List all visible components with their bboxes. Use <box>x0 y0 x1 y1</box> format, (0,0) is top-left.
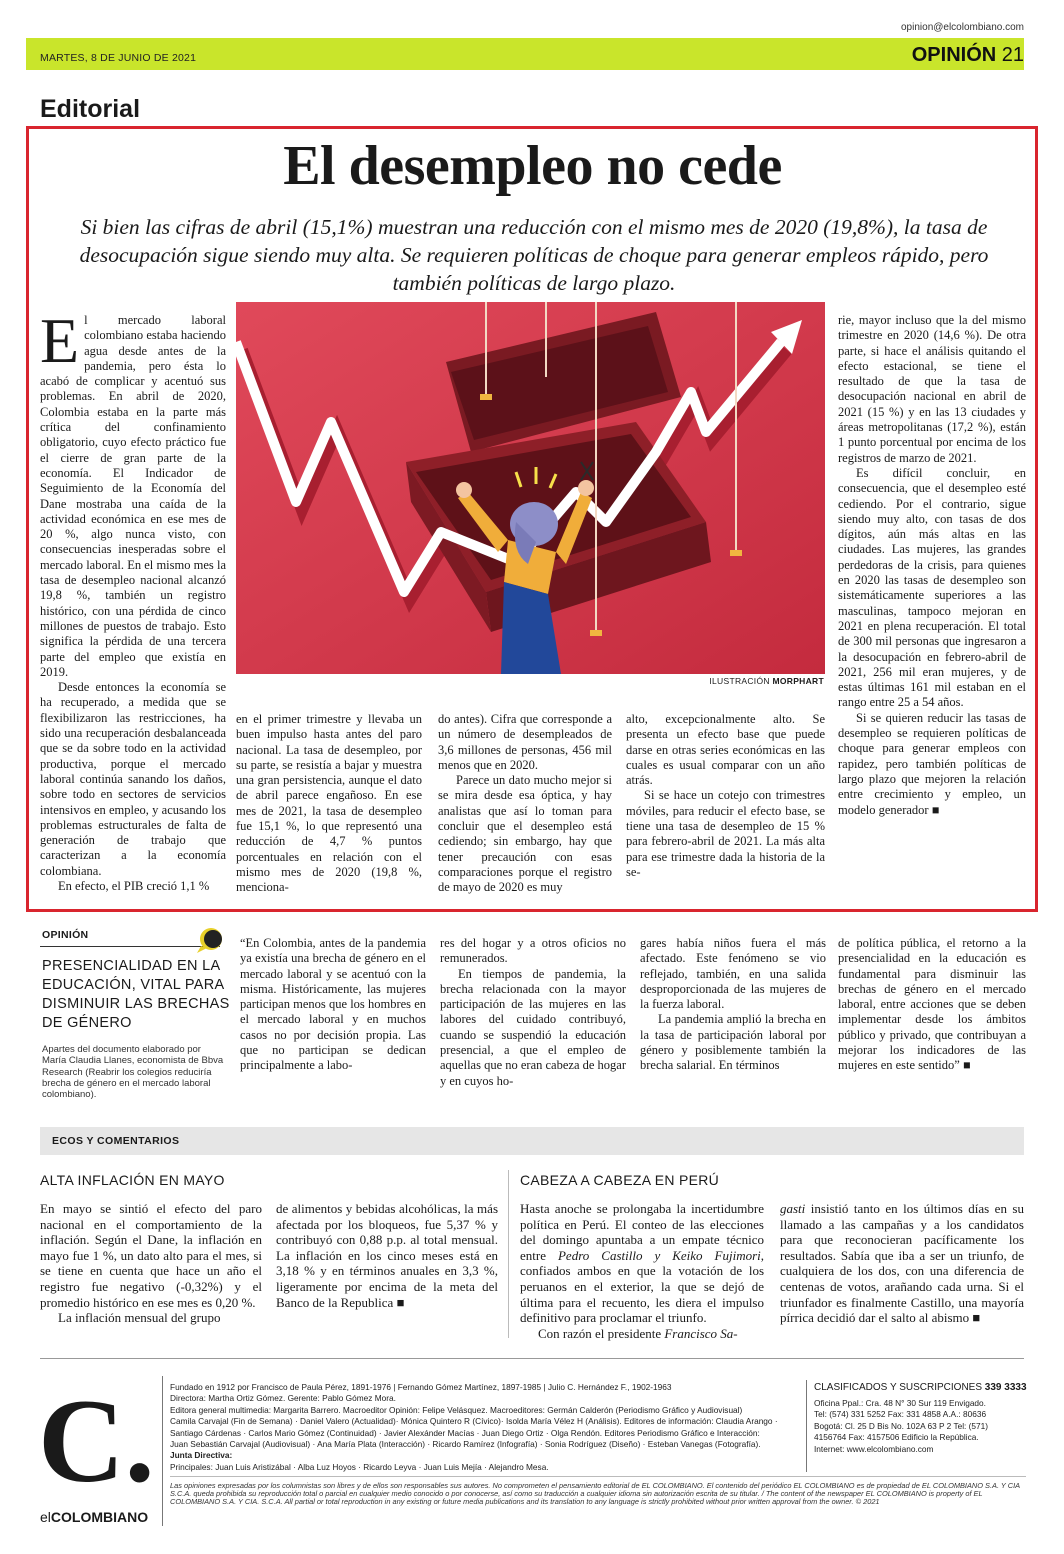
masthead-credits: Fundado en 1912 por Francisco de Paula Pérez, 1891-1976 | Fernando Gómez Martínez, 1897-1985 | Julio C. Hernández F., 1902-1963 Directora: Martha Ortiz Gómez. Gerente: Pablo Gómez Mora. Editora general multimedia: Margarita Barrero. Macroeditor Opinión: Felipe Velásquez. Macroeditores: Germán Calderón (Periodismo Gráfico y Audiovisual) Camila Carvajal (Fin de Semana) · Daniel Valero (Actualidad)· Mónica Quintero R (Cívico)· Isolda María Vélez H (Análisis). Editores de información: Claudia Arango · Santiago Cárdenas · Carlos Mario Gómez (Continuidad) · Javier Alexánder Macías · Juan Diego Ortiz · Olga Rendón. Editores Periodismo Gráfico e Interacción: Juan Sebastián Carvajal (Audiovisual) · Ana María Plata (Interacción) · Ricardo Ramírez (Infografía) · Sonia Rodríguez (Diseño) · Esteban Vanegas (Fotografía). Junta Directiva: Principales: Juan Luis Aristizábal · Alba Luz Hoyos · Ricardo Leyva · Juan Luis Mejía · Alejandro Mesa. <box>170 1382 778 1472</box>
classifieds-title: CLASIFICADOS Y SUSCRIPCIONES 339 3333 <box>814 1382 1027 1393</box>
speech-bubble-icon <box>193 926 227 954</box>
paragraph: “En Colombia, antes de la pandemia ya existía una brecha de género en el mercado laboral y se acentuó con la misma. Históricamente, las mujeres participan menos que los hombres en el mercado laboral y en muchos casos no por decisión propia. Las que no participan se dedican principalmente a labo- <box>240 936 426 1073</box>
paragraph: Es difícil concluir, en consecuencia, que el desempleo esté cediendo. Por el contrario, sigue siendo muy alto, con tasas de dos dígitos, aún más altas en las ciudades. Las mujeres, las grandes perdedoras de la crisis, para quienes en 2020 las tasas de desempleo son sistemáticamente superiores a las masculinas, tampoco mejoran en 2021 en plena recuperación. El total de 300 mil personas que ingresaron a la desocupación en febrero-abril de 2021, 256 mil eran mujeres, y de estas últimas 161 mil estaban en el rango entre 25 a 54 años. <box>838 465 1026 710</box>
paragraph: res del hogar y a otros oficios no remunerados. <box>440 936 626 966</box>
paragraph: En efecto, el PIB creció 1,1 % <box>58 878 210 893</box>
logo-wordmark: elCOLOMBIANO <box>40 1509 149 1525</box>
paragraph: en el primer trimestre y llevaba un buen impulso hasta antes del paro nacional. La tasa de desempleo, por su parte, se resistía a bajar y muestra una gran persistencia, aunque el dato de abril parece engañoso. En ese mes de 2021, la tasa de desempleo fue 15,1 %, lo que representó una reducción de 4,7 % puntos porcentuales en relación con el mismo mes de 2020 (19,8 %, menciona- <box>236 712 422 895</box>
logo-mark: C. <box>38 1374 155 1507</box>
paragraph: Si se hace un cotejo con trimestres móviles, para reducir el efecto base, se tiene una tasa de desempleo de 15 % para febrero-abril de 2021. La más alta para ese trimestre dada la historia de la se- <box>626 788 825 879</box>
paragraph: rie, mayor incluso que la del mismo trimestre en 2020 (14,6 %). De otra parte, si hace el análisis quitando el efecto estacional, se tiene el resultado de que la tasa de desocupación nacional en abril de 2021 (15 %) y en las 13 ciudades y áreas metropolitanas (17,2 %), están 1 punto porcentual por encima de los registros de marzo de 2021. <box>838 313 1026 465</box>
footer-divider <box>806 1380 807 1472</box>
section-name: OPINIÓN <box>911 44 997 66</box>
paragraph: gares había niños fuera el más afectado. Este fenómeno se vio reflejado, también, en una salida desproporcionada de las mujeres de la fuerza laboral. <box>640 936 826 1012</box>
ecos-right-column-2 <box>780 1201 1024 1326</box>
page-number: 21 <box>1001 44 1024 66</box>
footer-rule <box>40 1358 1024 1359</box>
paragraph: Si se quieren reducir las tasas de desempleo se requieren políticas de choque para generar empleos con rapidez, pero también políticas de largo plazo que mejoren la relación entre crecimiento y empleo, un modelo generador ■ <box>838 710 1026 817</box>
opinion-column-3 <box>640 936 826 1074</box>
deck: Si bien las cifras de abril (15,1%) muestran una reducción con el mismo mes de 2020 (19,8%), la tasa de desocupación sigue siendo muy alta. Se requieren políticas de choque para generar empleos rápido, pero también políticas de largo plazo. <box>79 215 989 295</box>
paragraph: gasti insistió tanto en los últimos días en su llamado a las campañas y a los candidatos para que reconocieran pacíficamente los resultados. Sabía que iba a ser un triunfo, de cualquiera de los dos, con una diferencia de centenas de votos, arañando cada urna. Si el triunfador es finalmente Castillo, una mayoría pírrica decidió dar el salto al abismo ■ <box>780 1201 1024 1326</box>
legal-notice: Las opiniones expresadas por los columnistas son libres y de ellos son responsables sus autores. No comprometen el pensamiento editorial de EL COLOMBIANO. El contenido del periódico EL COLOMBIANO es de propiedad de EL COLOMBIANO S.A. Y CIA S.C.A. queda prohibida su reproducción total o parcial en cualquier medio conocido o por conocerse, así como su traducción a cualquier idioma sin autorización escrita de su titular. / The content of the newspaper EL COLOMBIANO is property of EL COLOMBIANO S.A. Y CIA. S.C.A. All partial or total reproduction in any existing or future media publications and its translation to any language is strictly prohibited without prior written approval from the owner. © 2021 <box>170 1481 1020 1507</box>
section-title <box>912 44 1024 67</box>
ecos-label: ECOS Y COMENTARIOS <box>52 1135 180 1147</box>
illustration-credit: ILUSTRACIÓN MORPHART <box>709 676 824 686</box>
paragraph: El mercado laboral colombiano estaba haciendo agua desde antes de la pandemia, pero ésta lo acabó de complicar y acentuó sus problemas. En abril de 2020, Colombia estaba en la parte más crítica del confinamiento obligatorio, cuyo efecto práctico fue el cierre de gran parte de la economía. El Indicador de Seguimiento de la Economía del Dane mostraba una caída de la actividad económica en ese mes de 20 %, algo nunca visto, con consecuencias inesperadas sobre el mercado laboral. En el mismo mes la tasa de desempleo nacional alcanzó 19,8 %, también un registro histórico, con una pérdida de cinco millones de puestos de trabajo. Esto significa la pérdida de una tercera parte del empleo que existía en 2019. <box>40 305 226 679</box>
editorial-column-4 <box>626 712 825 880</box>
issue-date: MARTES, 8 DE JUNIO DE 2021 <box>40 52 197 64</box>
paragraph: do antes). Cifra que corresponde a un número de desempleados de 3,6 millones de personas, 456 mil menos que en 2020. <box>438 712 612 772</box>
paragraph: La pandemia amplió la brecha en la tasa de participación laboral por género y posiblemente también la brecha salarial. En términos <box>640 1012 826 1073</box>
ecos-left-column-1 <box>40 1201 262 1326</box>
opinion-column-1 <box>240 936 426 1074</box>
classifieds-info: Oficina Ppal.: Cra. 48 N° 30 Sur 119 Envigado. Tel: (574) 331 5252 Fax: 331 4858 A.A.: 80636 Bogotá: Cl. 25 D Bis No. 102A 63 P 2 Tel: (571) 4156764 Fax: 4157506 Edificio la República. Internet: www.elcolombiano.com <box>814 1398 989 1454</box>
dropcap: E <box>40 305 80 376</box>
editorial-column-2 <box>236 712 422 896</box>
footer-divider <box>162 1376 163 1526</box>
legal-rule <box>170 1476 1026 1477</box>
column-divider <box>508 1170 509 1338</box>
editorial-column-1 <box>40 305 226 894</box>
opinion-source-note: Apartes del documento elaborado por María Claudia Llanes, economista de Bbva Research (Reabrir los colegios reduciría brecha de género en el mercado laboral colombiano). <box>42 1044 224 1101</box>
ecos-left-title: ALTA INFLACIÓN EN MAYO <box>40 1172 225 1188</box>
opinion-column-2 <box>440 936 626 1089</box>
contact-email[interactable]: opinion@elcolombiano.com <box>901 22 1024 33</box>
paragraph: La inflación mensual del grupo <box>58 1310 221 1326</box>
paragraph: En tiempos de pandemia, la brecha relacionada con la mayor participación de las mujeres en las labores del cuidado contribuyó, cuando se suspendió la educación presencial, a que el empleo de aquellas que no eran cabeza de hogar y en cuyos ho- <box>440 966 627 1088</box>
opinion-column-4 <box>838 936 1026 1074</box>
editorial-illustration <box>236 302 825 674</box>
opinion-tag: OPINIÓN <box>42 929 89 941</box>
ecos-right-title: CABEZA A CABEZA EN PERÚ <box>520 1172 720 1188</box>
ecos-right-column-1 <box>520 1201 764 1341</box>
illustration-graphic <box>236 302 825 674</box>
paragraph: Hasta anoche se prolongaba la incertidumbre política en Perú. El conteo de las elecciones del domingo apuntaba a un empate técnico entre Pedro Castillo y Keiko Fujimori, confiados ambos en que la votación de los peruanos en el exterior, la que se dejó de última para el recuento, les diera el impulso definitivo para proclamar el triunfo. <box>520 1201 765 1326</box>
paragraph: Con razón el presidente Francisco Sa- <box>538 1325 738 1341</box>
headline: El desempleo no cede <box>283 135 782 197</box>
paragraph: En mayo se sintió el efecto del paro nacional en el comportamiento de la inflación. Según el Dane, la inflación en mayo fue 1 %, un dato alto para el mes, si se tiene en cuenta que hace un año el registro fue negativo (-0,32%) y el promedio histórico en ese mes es 0,20 %. <box>40 1201 262 1310</box>
paragraph: Desde entonces la economía se ha recuperado, a medida que se flexibilizaron las restricciones, ha sido una recuperación desbalanceada que se da sobre todo en la actividad productiva, porque el mercado laboral continúa sanando los daños, sobre todo en sectores de servicios intensivos en empleo, y acusando los problemas estructurales de falta de generación de trabajo que caracterizan a la economía colombiana. <box>40 680 226 878</box>
ecos-left-column-2 <box>276 1201 498 1310</box>
editorial-column-5 <box>838 313 1026 818</box>
ecos-bar <box>40 1127 1024 1155</box>
paragraph: de alimentos y bebidas alcohólicas, la más afectada por los bloqueos, fue 5,37 % y contribuyó con 0,88 p.p. al total mensual. La inflación en los cinco meses está en 3,18 % y en términos anuales en 3,3 %, ligeramente por encima de la meta del Banco de la Republica ■ <box>276 1201 498 1310</box>
opinion-title: PRESENCIALIDAD EN LA EDUCACIÓN, VITAL PARA DISMINUIR LAS BRECHAS DE GÉNERO <box>42 958 230 1031</box>
paragraph: de política pública, el retorno a la presencialidad en la educación es fundamental para disminuir las brechas de género en el mercado laboral, entre acciones que se deben implementar desde los ámbitos público y privado, que contribuyan a mejorar los indicadores de las mujeres en este sentido” ■ <box>838 936 1026 1073</box>
paragraph: alto, excepcionalmente alto. Se presenta un efecto base que puede darse en otras series económicas en las cuales es usual comparar con un año atrás. <box>626 712 825 788</box>
paragraph: Parece un dato mucho mejor si se mira desde esa óptica, y hay analistas que así lo toman para concluir que el desempleo está cediendo; sin embargo, hay que tener precaución con esas comparaciones porque el registro de mayo de 2020 es muy <box>438 773 612 895</box>
editorial-label: Editorial <box>40 95 141 123</box>
editorial-column-3 <box>438 712 612 896</box>
